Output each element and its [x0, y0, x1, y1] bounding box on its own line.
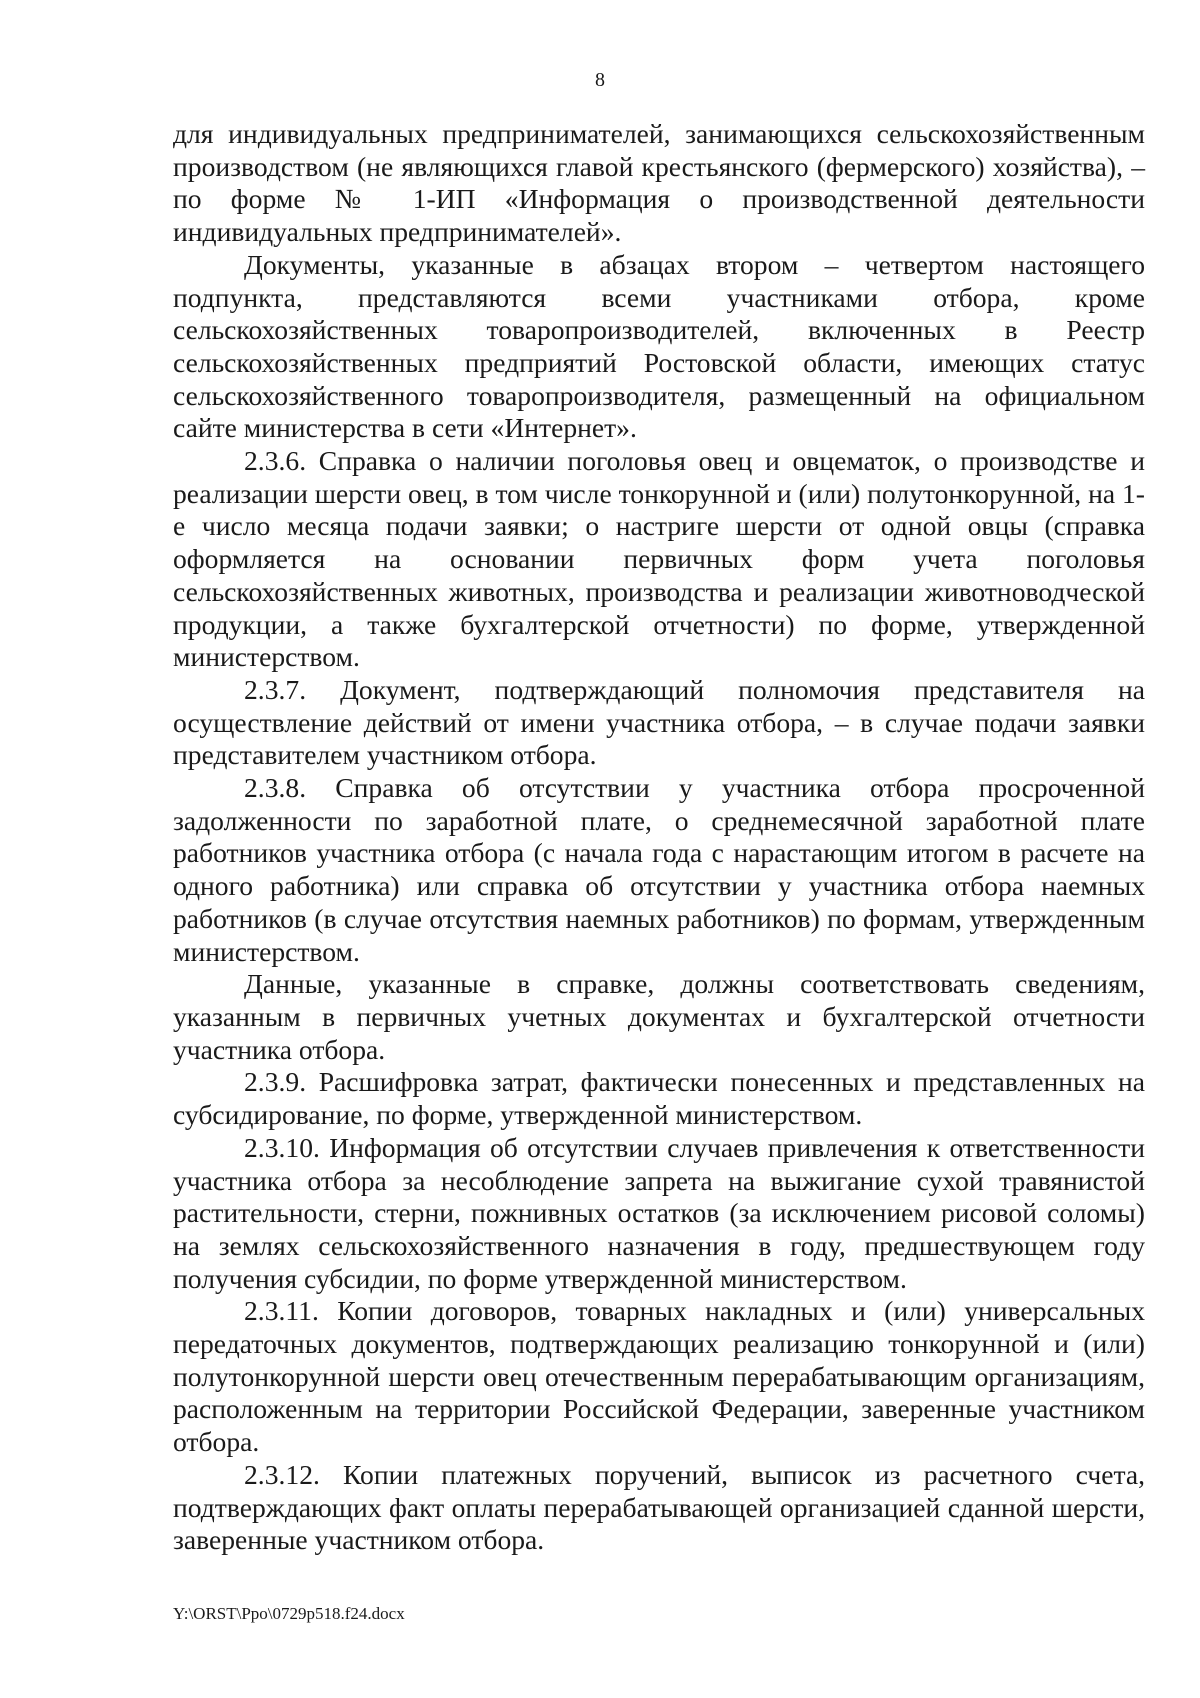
- paragraph-documents-note: Документы, указанные в абзацах втором – четвертом настоящего подпункта, представляются всеми участниками отбора, кроме сельскохозяйственных товаропроизводителей, включенных в Реестр сельскохозяйственных предприятий Ростовской области, имеющих статус сельскохозяйственного товаропроизводителя, размещенный на официальном сайте министерства в сети «Интернет».: [173, 248, 1145, 444]
- paragraph-data-compliance: Данные, указанные в справке, должны соответствовать сведениям, указанным в первичных учетных документах и бухгалтерской отчетности участника отбора.: [173, 968, 1145, 1065]
- paragraph-2-3-7: 2.3.7. Документ, подтверждающий полномочия представителя на осуществление действий от имени участника отбора, – в случае подачи заявки представителем участником отбора.: [173, 673, 1145, 771]
- document-body: [173, 118, 1145, 1557]
- paragraph-continuation: для индивидуальных предпринимателей, занимающихся сельскохозяйственным производством (не являющихся главой крестьянского (фермерского) хозяйства), – по форме № 1-ИП «Информация о производственной деятельности индивидуальных предпринимателей».: [173, 118, 1145, 248]
- paragraph-2-3-9: 2.3.9. Расшифровка затрат, фактически понесенных и представленных на субсидирование, по форме, утвержденной министерством.: [173, 1066, 1145, 1131]
- paragraph-2-3-12: 2.3.12. Копии платежных поручений, выписок из расчетного счета, подтверждающих факт оплаты перерабатывающей организацией сданной шерсти, заверенные участником отбора.: [173, 1458, 1145, 1556]
- footer-file-path: Y:\ORST\Ppo\0729p518.f24.docx: [173, 1604, 405, 1623]
- page-number: 8: [595, 69, 605, 91]
- paragraph-2-3-8: 2.3.8. Справка об отсутствии у участника отбора просроченной задолженности по заработной плате, о среднемесячной заработной плате работников участника отбора (с начала года с нарастающим итогом в расчете на одного работника) или справка об отсутствии у участника отбора наемных работников (в случае отсутствия наемных работников) по формам, утвержденным министерством.: [173, 772, 1145, 967]
- paragraph-2-3-6: 2.3.6. Справка о наличии поголовья овец и овцематок, о производстве и реализации шерсти овец, в том числе тонкорунной и (или) полутонкорунной, на 1-е число месяца подачи заявки; о настриге шерсти от одной овцы (справка оформляется на основании первичных форм учета поголовья сельскохозяйственных животных, производства и реализации животноводческой продукции, а также бухгалтерской отчетности) по форме, утвержденной министерством.: [173, 445, 1145, 673]
- paragraph-2-3-10: 2.3.10. Информация об отсутствии случаев привлечения к ответственности участника отбора за несоблюдение запрета на выжигание сухой травянистой растительности, стерни, пожнивных остатков (за исключением рисовой соломы) на землях сельскохозяйственного назначения в году, предшествующем году получения субсидии, по форме утвержденной министерством.: [173, 1131, 1145, 1294]
- paragraph-2-3-11: 2.3.11. Копии договоров, товарных накладных и (или) универсальных передаточных документов, подтверждающих реализацию тонкорунной и (или) полутонкорунной шерсти овец отечественным перерабатывающим организациям, расположенным на территории Российской Федерации, заверенные участником отбора.: [173, 1295, 1145, 1458]
